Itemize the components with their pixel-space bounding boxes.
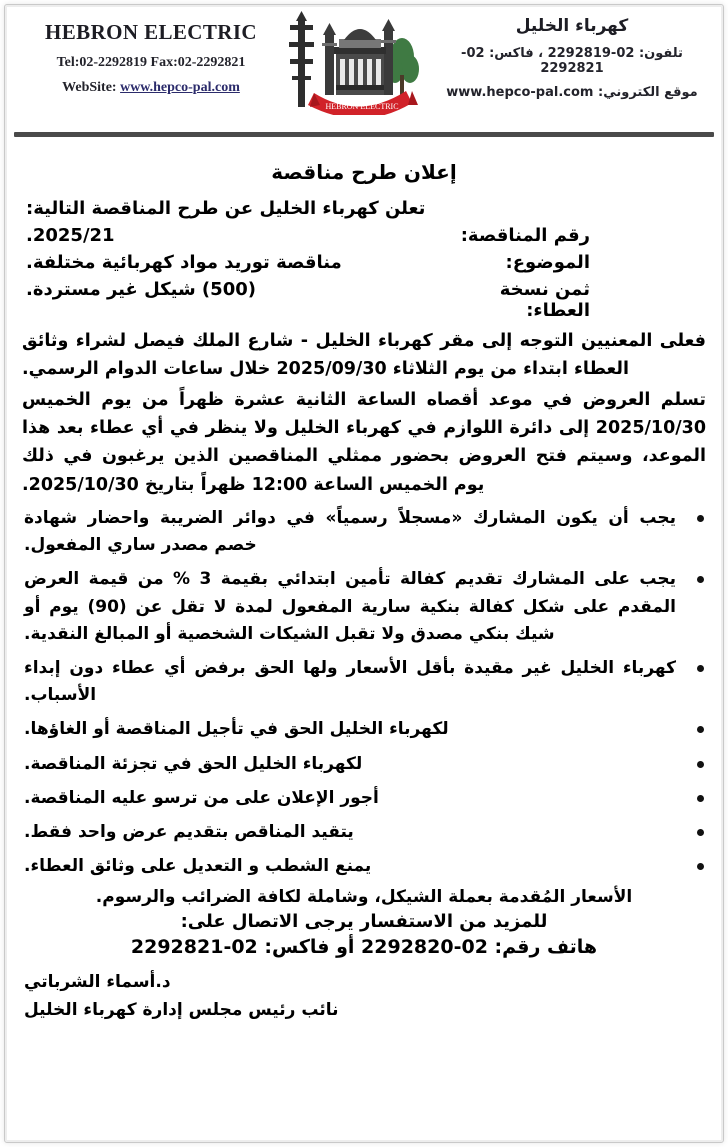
term-text: كهرباء الخليل غير مقيدة بأقل الأسعار ولها الحق برفض أي عطاء دون إبداء الأسباب. [24, 658, 676, 706]
field-value: مناقصة توريد مواد كهربائية مختلفة. [26, 252, 342, 273]
paragraph-submission-deadline: تسلم العروض في موعد أقصاه الساعة الثانية عشرة ظهراً من يوم الخميس 2025/10/30 إلى دائرة اللوازم في كهرباء الخليل ولا ينظر في أي عطاء بعد هذا الموعد، وسيتم فتح العروض بحضور ممثلي المناقصين الذين يرغبون في ذلك يوم الخميس الساعة 12:00 ظهراً بتاريخ 2025/10/30. [22, 389, 706, 495]
company-name-arabic: كهرباء الخليل [515, 15, 629, 36]
document-body [18, 148, 710, 1137]
website-label-arabic: موقع الكتروني: [598, 84, 698, 100]
field-value: (500) شيكل غير مستردة. [26, 279, 256, 300]
field-label: رقم المناقصة: [460, 225, 590, 246]
field-label: ثمن نسخة العطاء: [499, 279, 590, 321]
contact-english: Tel:02-2292819 Fax:02-2292821 [56, 54, 246, 70]
term-text: يتقيد المناقص بتقديم عرض واحد فقط. [24, 821, 354, 842]
contact-arabic: تلفون: 02-2292819 ، فاكس: 02-2292821 [461, 45, 683, 76]
bullet-icon [697, 863, 704, 870]
contact-heading: للمزيد من الاستفسار يرجى الاتصال على: [180, 911, 548, 933]
terms-list [18, 505, 710, 880]
price-currency-note: الأسعار المُقدمة بعملة الشيكل، وشاملة لكافة الضرائب والرسوم. [95, 887, 633, 908]
bullet-icon [697, 665, 704, 672]
term-item-single-offer [18, 819, 710, 846]
field-tender-copy-price [18, 279, 710, 321]
field-subject [18, 252, 710, 273]
term-text: أجور الإعلان على من ترسو عليه المناقصة. [24, 787, 379, 808]
signature-title: نائب رئيس مجلس إدارة كهرباء الخليل [24, 1000, 339, 1021]
bullet-icon [697, 829, 704, 836]
hebron-electric-logo [284, 9, 434, 115]
term-item-postpone-cancel [18, 716, 710, 743]
term-text: لكهرباء الخليل الحق في تأجيل المناقصة أو الغاؤها. [24, 719, 449, 740]
letterhead-arabic-block [442, 16, 702, 109]
letterhead-english-block [26, 20, 276, 105]
term-item-bid-bond [18, 566, 710, 648]
term-text: يجب أن يكون المشارك «مسجلاً رسمياً» في دوائر الضريبة واحضار شهادة خصم مصدر ساري المفعول. [24, 508, 676, 556]
bullet-icon [697, 761, 704, 768]
term-text: يمنع الشطب و التعديل على وثائق العطاء. [24, 856, 372, 877]
term-text: لكهرباء الخليل الحق في تجزئة المناقصة. [24, 753, 363, 774]
intro-sentence: تعلن كهرباء الخليل عن طرح المناقصة التالية: [26, 198, 426, 219]
signature-block [18, 972, 710, 1020]
term-item-split-tender [18, 751, 710, 778]
website-link-english[interactable]: www.hepco-pal.com [120, 79, 240, 95]
website-arabic-row [442, 85, 702, 100]
term-item-advert-fees [18, 785, 710, 812]
bullet-icon [697, 576, 704, 583]
bullet-icon [697, 515, 704, 522]
field-tender-number [18, 225, 710, 246]
svg-text:HEBRON ELECTRIC: HEBRON ELECTRIC [325, 102, 399, 111]
contact-phone-fax: هاتف رقم: 02-2292820 أو فاكس: 02-2292821 [130, 936, 598, 959]
website-english-row [26, 80, 276, 96]
field-value: 2025/21. [26, 225, 115, 246]
term-item-registration [18, 505, 710, 559]
term-item-no-alteration [18, 853, 710, 880]
bullet-icon [697, 795, 704, 802]
header-divider-rule [14, 132, 714, 137]
bullet-icon [697, 726, 704, 733]
website-link-arabic[interactable]: www.hepco-pal.com [446, 84, 594, 100]
website-label-english: WebSite: [62, 79, 117, 95]
term-item-lowest-price [18, 655, 710, 709]
field-label: الموضوع: [505, 252, 590, 273]
letterhead [0, 0, 728, 118]
signature-name: د.أسماء الشرباتي [24, 972, 171, 993]
paragraph-documents-purchase: فعلى المعنيين التوجه إلى مقر كهرباء الخليل - شارع الملك فيصل لشراء وثائق العطاء ابتداء من يوم الثلاثاء 2025/09/30 خلال ساعات الدوام الرسمي. [22, 331, 706, 380]
term-text: يجب على المشارك تقديم كفالة تأمين ابتدائي بقيمة 3 % من قيمة العرض المقدم على شكل كفالة بنكية سارية المفعول لمدة لا تقل عن (90) يوم أو شيك بنكي مصدق ولا تقبل الشيكات الشخصية أو المبالغ النقدية. [24, 569, 676, 644]
page-title: إعلان طرح مناقصة [271, 160, 457, 184]
company-name-english: HEBRON ELECTRIC [45, 19, 257, 44]
